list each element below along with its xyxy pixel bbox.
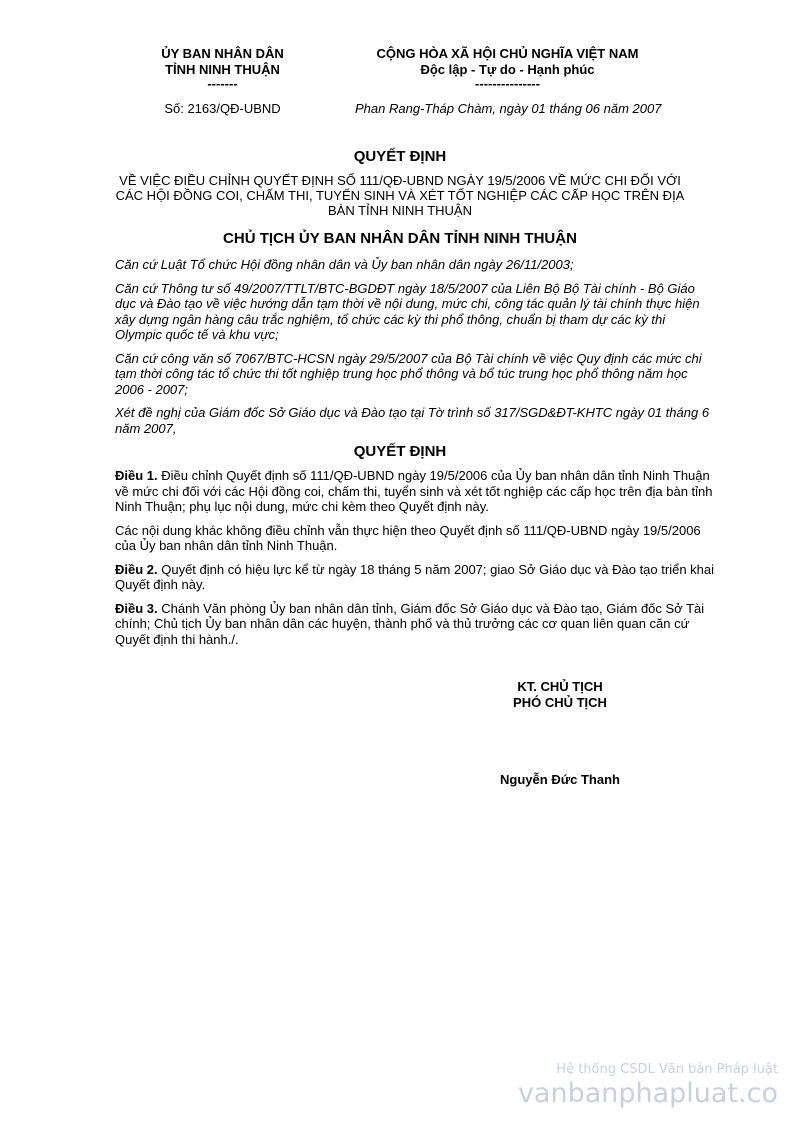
org-name-line1: ỦY BAN NHÂN DÂN (161, 46, 284, 61)
issuing-authority-title: CHỦ TỊCH ỦY BAN NHÂN DÂN TỈNH NINH THUẬN (223, 230, 577, 247)
article-3-label: Điều 3. (115, 600, 158, 616)
basis-item: Căn cứ Thông tư số 49/2007/TTLT/BTC-BGDĐT ngày 18/5/2007 của Liên Bộ Bộ Tài chính - Bộ Giáo dục và Đào tạo về việc hướng dẫn tạm thời về nội dung, mức chi, công tác quản lý tài chính thực hiện xây dựng ngân hàng câu trắc nghiệm, tổ chức các kỳ thi phổ thông, chuẩn bị tham dự các kỳ thi Olympic quốc tế và khu vực; (115, 280, 700, 342)
articles (115, 468, 715, 655)
article-1-label: Điều 1. (115, 468, 158, 483)
article-1-text: Điều chỉnh Quyết định số 111/QĐ-UBND ngày 19/5/2006 của Ủy ban nhân dân tỉnh Ninh Thuận về mức chi đối với các Hội đồng coi, chấm thi, tuyển sinh và xét tốt nghiệp các cấp học trên địa bàn tỉnh Ninh Thuận; phụ lục nội dung, mức chi kèm theo Quyết định này. (115, 468, 713, 514)
basis-item: Căn cứ công văn số 7067/BTC-HCSN ngày 29/5/2007 của Bộ Tài chính về việc Quy định các mức chi tạm thời công tác tổ chức thi tốt nghiệp trung học phổ thông và bổ túc trung học phổ thông năm học 2006 - 2007; (115, 350, 702, 397)
signature-block (470, 679, 650, 711)
national-motto (355, 46, 660, 90)
nation-name: CỘNG HÒA XÃ HỘI CHỦ NGHĨA VIỆT NAM (376, 46, 639, 61)
article-3-text: Chánh Văn phòng Ủy ban nhân dân tỉnh, Giám đốc Sở Giáo dục và Đào tạo, Giám đốc Sở Tài chính; Chủ tịch Ủy ban nhân dân các huyện, thành phố và thủ trưởng các cơ quan liên quan căn cứ Quyết định thi hành./. (115, 600, 705, 647)
article-1 (115, 468, 715, 515)
motto: Độc lập - Tự do - Hạnh phúc (420, 62, 595, 77)
article-1-extra: Các nội dung khác không điều chỉnh vẫn thực hiện theo Quyết định số 111/QĐ-UBND ngày 19/5/2006 của Ủy ban nhân dân tỉnh Ninh Thuận. (115, 522, 701, 553)
document-subtitle: VỀ VIỆC ĐIỀU CHỈNH QUYẾT ĐỊNH SỐ 111/QĐ-UBND NGÀY 19/5/2006 VỀ MỨC CHI ĐỐI VỚI CÁC HỘI ĐỒNG COI, CHẤM THI, TUYỂN SINH VÀ XÉT TỐT NGHIỆP CÁC CẤP HỌC TRÊN ĐỊA BÀN TỈNH NINH THUẬN (115, 173, 685, 218)
motto-divider: --------------- (475, 76, 540, 91)
article-2-label: Điều 2. (115, 561, 158, 577)
article-3 (115, 601, 715, 648)
basis-item: Xét đề nghị của Giám đốc Sở Giáo dục và Đào tạo tại Tờ trình số 317/SGD&ĐT-KHTC ngày 01 tháng 6 năm 2007, (115, 405, 710, 436)
document-number: Số: 2163/QĐ-UBND (164, 101, 281, 116)
watermark-site: vanbanphapluat.co (517, 1078, 778, 1109)
place-date: Phan Rang-Tháp Chàm, ngày 01 tháng 06 năm 2007 (355, 101, 662, 116)
issuing-authority (130, 46, 315, 90)
signer-name: Nguyễn Đức Thanh (500, 772, 620, 787)
article-2 (115, 562, 715, 593)
org-divider: ------- (207, 76, 238, 91)
legal-basis (115, 257, 715, 444)
signer-title-1: KT. CHỦ TỊCH (517, 679, 603, 694)
signer-title-2: PHÓ CHỦ TỊCH (513, 695, 607, 710)
decision-heading: QUYẾT ĐỊNH (353, 443, 447, 460)
document-title: QUYẾT ĐỊNH (353, 148, 447, 165)
basis-item: Căn cứ Luật Tổ chức Hội đồng nhân dân và Ủy ban nhân dân ngày 26/11/2003; (115, 257, 574, 272)
org-name-line2: TỈNH NINH THUẬN (165, 62, 280, 77)
article-2-text: Quyết định có hiệu lực kể từ ngày 18 tháng 5 năm 2007; giao Sở Giáo dục và Đào tạo triển khai Quyết định này. (115, 561, 715, 592)
watermark-caption: Hệ thống CSDL Văn bản Pháp luật (556, 1062, 778, 1077)
